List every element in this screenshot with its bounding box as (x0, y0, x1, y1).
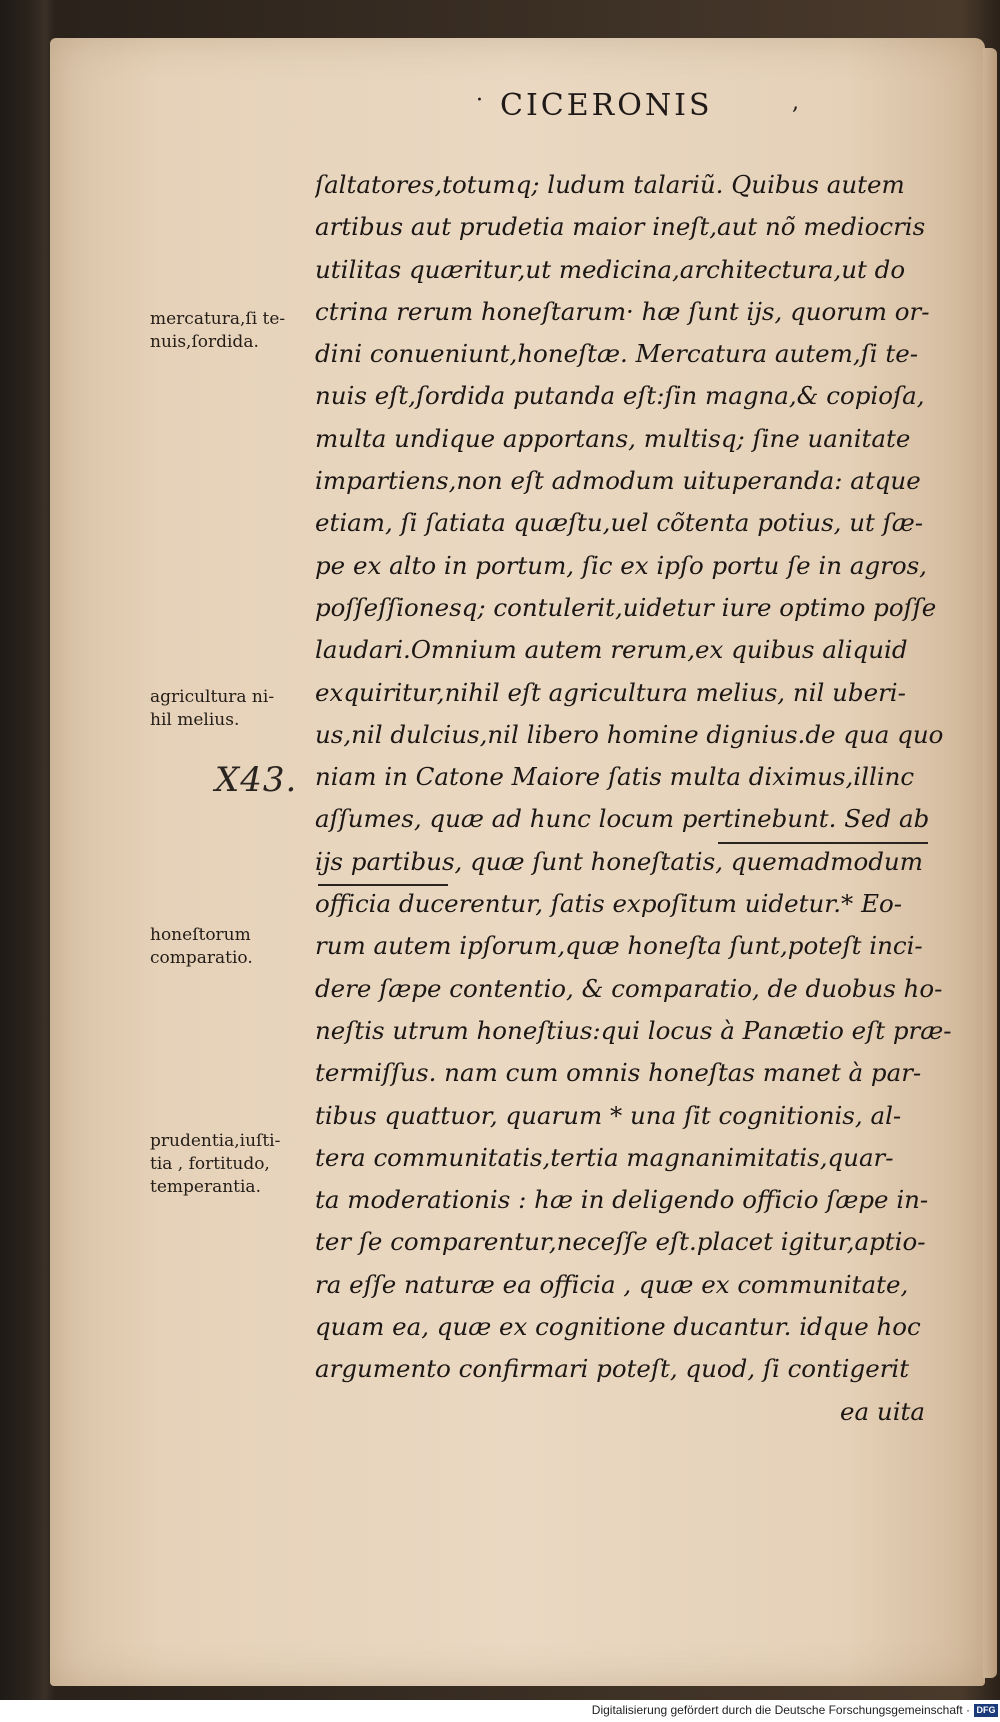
text-line: quam ea, quæ ex cognitione ducantur. idque hoc (315, 1312, 921, 1342)
text-line: niam in Catone Maiore ſatis multa diximus,illinc (315, 762, 915, 792)
text-line: termiſſus. nam cum omnis honeſtas manet à par- (315, 1058, 922, 1088)
text-line: ctrina rerum honeſtarum· hæ ſunt ijs, quorum or- (315, 296, 930, 326)
text-line: impartiens,non eſt admodum uituperanda: atque (315, 466, 921, 496)
text-line: laudari.Omnium autem rerum,ex quibus aliquid (315, 635, 908, 665)
text-line: poſſeſſionesq; contulerit,uidetur iure optimo poſſe (315, 592, 937, 622)
text-line: ta moderationis : hæ in deligendo officio ſæpe in- (315, 1185, 929, 1215)
text-line: ſaltatores,totumq; ludum talariũ. Quibus autem (315, 170, 905, 199)
book-page (50, 38, 985, 1686)
text-line: pe ex alto in portum, ſic ex ipſo portu ſe in agros, (315, 550, 927, 580)
footer-credit: Digitalisierung gefördert durch die Deutsche Forschungsgemeinschaft · (591, 1703, 970, 1717)
dfg-logo: DFG (974, 1704, 998, 1717)
text-line: dere ſæpe contentio, & comparatio, de duobus ho- (315, 973, 943, 1003)
text-line: officia ducerentur, ſatis expoſitum uidetur.* Eo- (315, 889, 902, 919)
body-text (315, 164, 965, 1433)
text-line: tera communitatis,tertia magnanimitatis,quar- (315, 1142, 894, 1172)
text-line: argumento confirmari poteſt, quod, ſi contigerit (315, 1354, 910, 1384)
marginal-note-mercatura: mercatura,ſi te- nuis,ſordida. (150, 309, 286, 352)
catchword: ea uita (840, 1396, 925, 1426)
running-head (476, 88, 860, 123)
text-line: us,nil dulcius,nil libero homine dignius.de qua quo (315, 719, 944, 749)
marginal-note-virtues: prudentia,iuſti- tia , fortitudo, temperantia. (150, 1131, 281, 1197)
underline-mark (318, 884, 448, 886)
text-line: etiam, ſi ſatiata quæſtu,uel cõtenta potius, ut ſæ- (315, 508, 924, 538)
text-line: ra eſſe naturæ ea officia , quæ ex communitate, (315, 1269, 909, 1299)
text-line: rum autem ipſorum,quæ honeſta ſunt,poteſt inci- (315, 931, 923, 961)
text-line: dini conueniunt,honeſtæ. Mercatura autem,ſi te- (315, 339, 919, 369)
ornament-left-icon: · (476, 88, 486, 113)
text-line: ter ſe comparentur,neceſſe eſt.placet igitur,aptio- (315, 1227, 926, 1257)
footer (0, 1700, 1000, 1722)
underline-mark (718, 842, 928, 844)
ornament-right-icon: , (792, 90, 802, 115)
text-line: neſtis utrum honeſtius:qui locus à Panætio eſt præ- (315, 1015, 952, 1045)
text-line: multa undique apportans, multisq; ſine uanitate (315, 423, 911, 453)
running-head-title: CICERONIS (500, 88, 713, 123)
text-line: tibus quattuor, quarum * una ſit cognitionis, al- (315, 1100, 902, 1130)
marginal-note-honestorum: honeſtorum comparatio. (150, 925, 253, 968)
marginal-note-agricultura: agricultura ni- hil melius. (150, 687, 275, 730)
handwritten-section-number: X43. (215, 760, 298, 800)
page-edge (983, 48, 997, 1678)
text-line: utilitas quæritur,ut medicina,architectura,ut do (315, 254, 906, 284)
text-line: ijs partibus, quæ ſunt honeſtatis, quemadmodum (315, 846, 923, 876)
text-line: artibus aut prudetia maior ineſt,aut nõ mediocris (315, 212, 926, 242)
text-line: nuis eſt,ſordida putanda eſt:ſin magna,& copioſa, (315, 381, 925, 411)
text-line: aſſumes, quæ ad hunc locum pertinebunt. Sed ab (315, 804, 930, 834)
text-line: exquiritur,nihil eſt agricultura melius, nil uberi- (315, 677, 906, 707)
